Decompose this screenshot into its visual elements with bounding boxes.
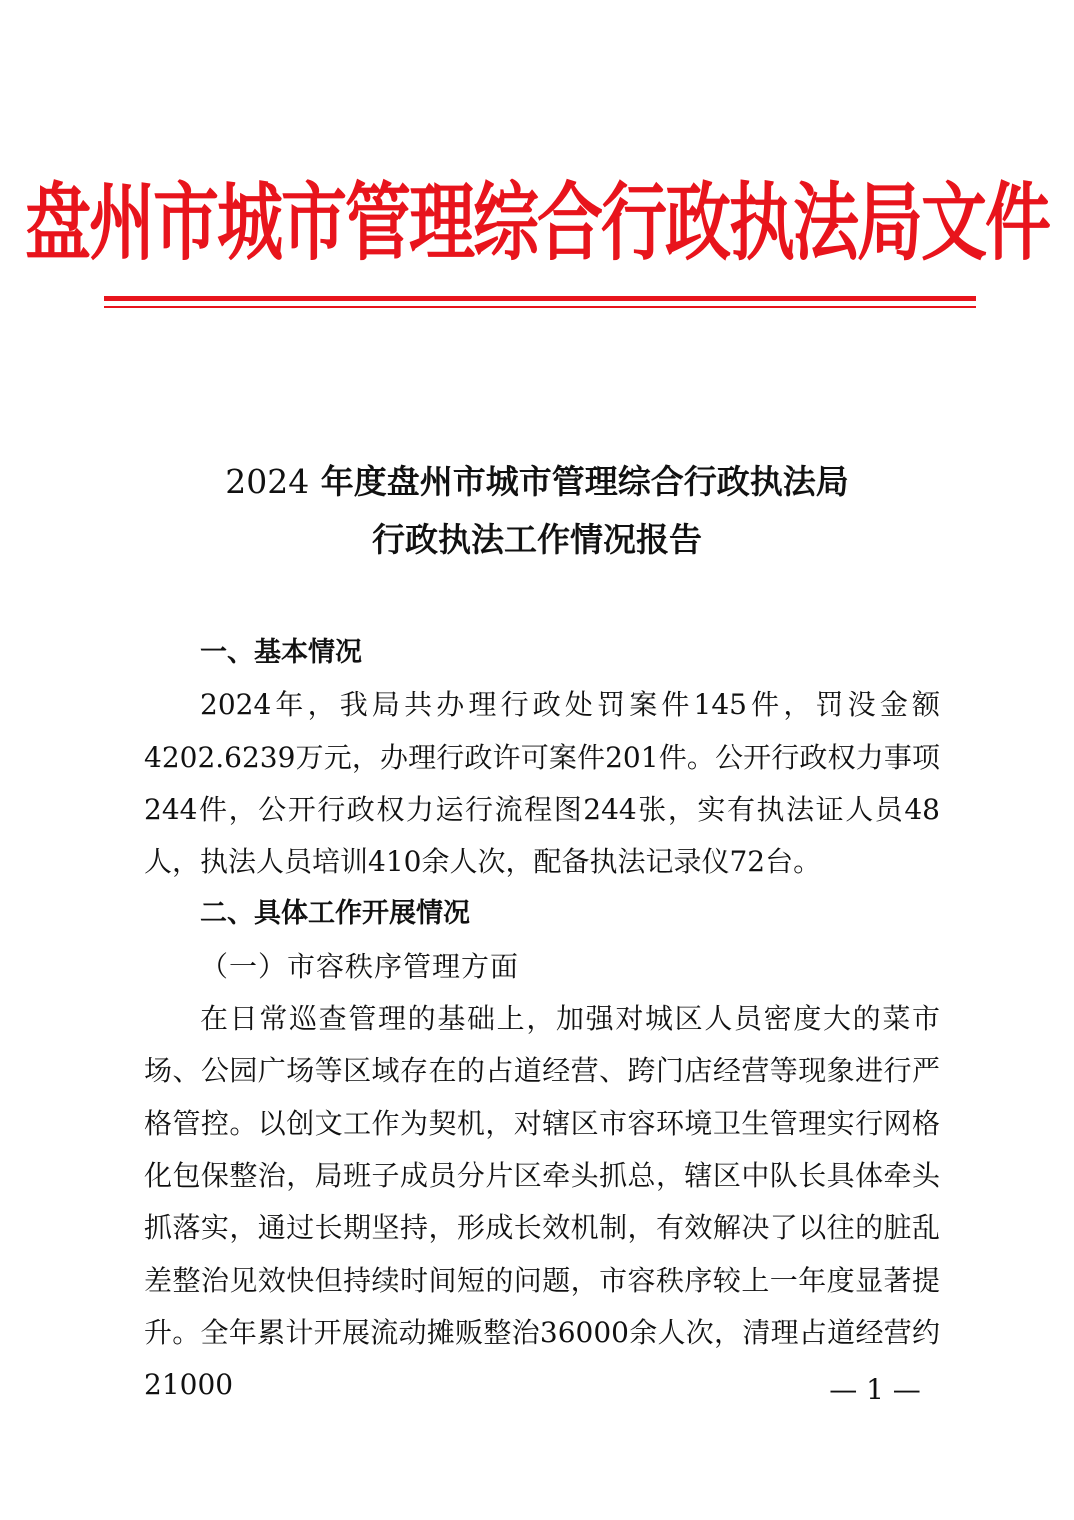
report-title-line-1-text: 年度盘州市城市管理综合行政执法局 — [320, 462, 849, 501]
section-heading-basic-situation: 一、基本情况 — [200, 637, 362, 668]
subsection-paragraph-city-appearance: 在日常巡查管理的基础上，加强对城区人员密度大的菜市场、公园广场等区域存在的占道经营、跨门店经营等现象进行严格管控。以创文工作为契机，对辖区市容环境卫生管理实行网格化包保整治，局班子成员分片区牵头抓总，辖区中队长具体牵头抓落实，通过长期坚持，形成长效机制，有效解决了以往的脏乱差整治见效快但持续时间短的问题，市容秩序较上一年度显著提升。全年累计开展流动摊贩整治36000余人次，清理占道经营约21000 — [144, 1002, 940, 1402]
page-number: — 1 — — [829, 1373, 921, 1406]
masthead-rule-thick — [104, 296, 976, 301]
section-heading-work-details: 二、具体工作开展情况 — [200, 898, 470, 930]
report-title-year: 2024 — [225, 462, 310, 501]
masthead — [25, 150, 1049, 280]
subsection-heading-city-appearance: （一）市容秩序管理方面 — [200, 949, 520, 983]
masthead-title: 盘州市城市管理综合行政执法局文件 — [25, 172, 1049, 272]
document-body — [144, 627, 940, 1411]
section-paragraph-basic-situation: 2024年，我局共办理行政处罚案件145件，罚没金额4202.6239万元，办理行政许可案件201件。公开行政权力事项244件，公开行政权力运行流程图244张，实有执法证人员48人，执法人员培训410余人次，配备执法记录仪72台。 — [144, 688, 940, 879]
report-title-line-2: 行政执法工作情况报告 — [372, 520, 702, 559]
report-title — [100, 453, 974, 569]
report-title-line-1 — [100, 453, 974, 511]
masthead-rule-thin — [104, 306, 976, 308]
